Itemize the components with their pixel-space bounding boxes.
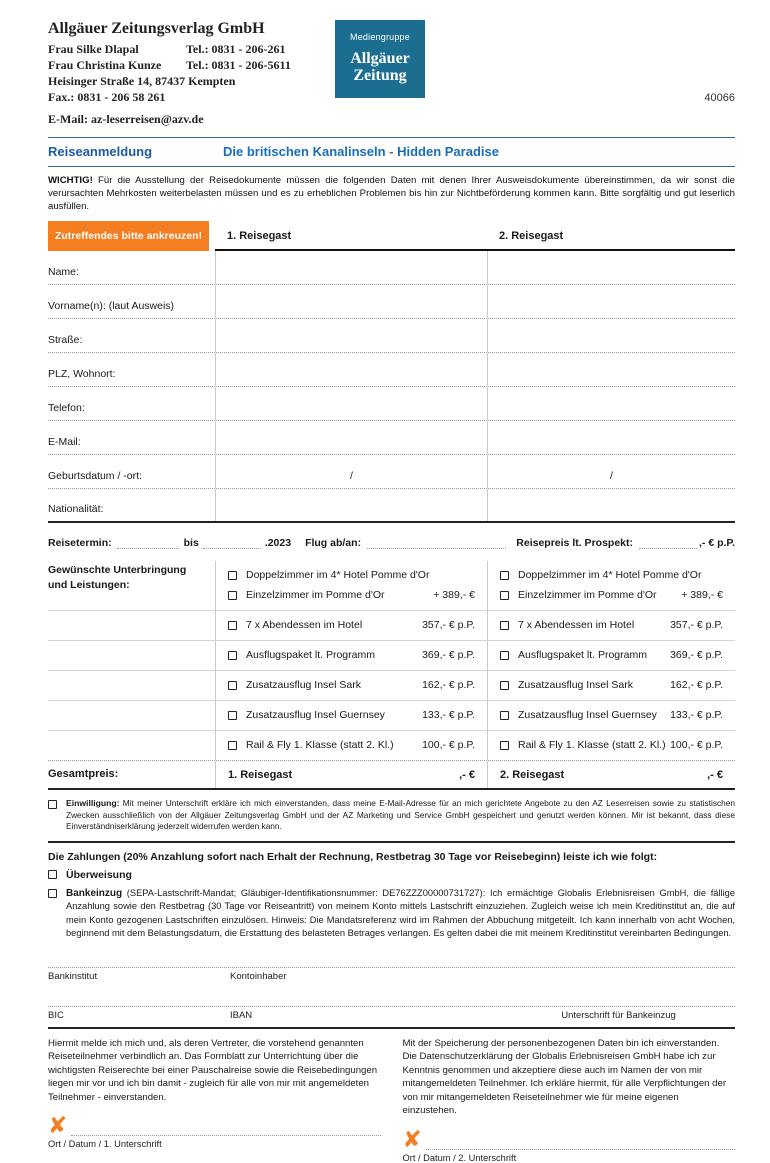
guest-table-header [48,221,735,251]
bic-label[interactable]: BIC [48,1009,64,1021]
option-price: 100,- € p.P. [670,739,723,751]
options-cell-guest1 [215,610,487,640]
options-section-label [48,561,215,610]
option-price: 100,- € p.P. [422,739,475,751]
strasse-field-guest1[interactable] [215,319,487,352]
bankinstitut-label[interactable]: Bankinstitut [48,970,98,982]
email-consent-row [48,798,735,843]
options-label-spacer [48,610,215,640]
notice-text: Für die Ausstellung der Reisedokumente müssen die folgenden Daten mit denen Ihrer Ausweisdokumente übereinstimmen, da wir sonst die verursachten Mehrkosten weiterbelasten müssen und es zu erheblichen Problemen bis hin zur Nichtbeförderung kommen kann. Bitte sorgfältig und gut leserlich ausfüllen. [48,175,735,212]
telefon-field-guest2[interactable] [487,387,735,420]
reisetermin-from-field[interactable] [117,537,179,549]
signature-line-row-2 [402,1126,736,1153]
option-label: Einzelzimmer im Pomme d'Or [246,589,385,601]
total-label: Gesamtpreis: [48,768,119,780]
option-abendessen-guest1[interactable] [228,615,475,635]
bankeinzug-bold: Bankeinzug [66,887,123,899]
checkbox-icon[interactable] [228,621,237,630]
notice-bold: WICHTIG! [48,175,93,186]
option-label: Zusatzausflug Insel Guernsey [518,709,657,721]
row-label: PLZ, Wohnort: [48,368,116,380]
option-label: Zusatzausflug Insel Guernsey [246,709,385,721]
unterschrift-bankeinzug-label[interactable]: Unterschrift für Bankeinzug [561,1009,676,1021]
row-label: Vorname(n): (laut Ausweis) [48,300,175,312]
important-notice [48,174,735,213]
checkbox-icon[interactable] [500,741,509,750]
name-field-guest1[interactable] [215,251,487,284]
row-label: E-Mail: [48,436,81,448]
options-cell-guest2 [487,700,735,730]
plz-wohnort-field-guest2[interactable] [487,353,735,386]
vorname-field-guest2[interactable] [487,285,735,318]
logo-mediengruppe-text: Mediengruppe [350,32,410,42]
bis-label: bis [183,537,199,549]
option-label: 7 x Abendessen im Hotel [246,619,363,631]
options-cell-guest2 [487,561,735,610]
total-cell-guest2 [487,761,735,788]
option-einzelzimmer-guest2[interactable] [500,585,723,605]
option-label: Ausflugspaket lt. Programm [518,649,647,661]
options-cell-guest1 [215,670,487,700]
contact-phone: Tel.: 0831 - 206-5611 [186,58,291,72]
ueberweisung-checkbox-icon[interactable] [48,870,57,879]
table-row [48,353,735,387]
option-price: 357,- € p.P. [422,619,475,631]
consent-body: Mit meiner Unterschrift erkläre ich mich einverstanden, dass meine E-Mail-Adresse für an mich gerichtete Angebote zu den AZ Leserreisen sowie zu statistischen Zwecken ausschließlich von der Allgäuer Zeitungsverlag GmbH und der AZ Marketing und Service GmbH gespeichert und genutzt werden können. Mir ist bekannt, dass diese Einverständniserklärung jederzeit widerrufen werden kann. [66,798,735,831]
options-label-spacer [48,640,215,670]
reisetermin-to-field[interactable] [203,537,261,549]
signature-label-2: Ort / Datum / 2. Unterschrift [402,1152,517,1163]
table-row [48,455,735,489]
checkbox-icon[interactable] [500,571,509,580]
option-label: Doppelzimmer im 4* Hotel Pomme d'Or [246,569,430,581]
signature-line-row-1 [48,1113,381,1139]
logo-line1: Allgäuer [350,50,410,67]
options-row-sark [48,670,735,700]
x-mark-icon: ✘ [48,1113,68,1139]
payment-option-bankeinzug [48,887,735,941]
option-label: Rail & Fly 1. Klasse (statt 2. Kl.) [518,739,666,751]
total-cell-guest1 [215,761,487,788]
option-label: 7 x Abendessen im Hotel [518,619,635,631]
bankeinzug-checkbox-icon[interactable] [48,889,57,898]
total-guest2-value[interactable]: ,- € [707,768,723,781]
row-label: Telefon: [48,402,85,414]
flug-field[interactable] [367,537,506,549]
options-cell-guest2 [487,730,735,760]
option-abendessen-guest2[interactable] [500,615,723,635]
iban-label[interactable]: IBAN [230,1009,253,1021]
column-header-guest1: 1. Reisegast [215,221,487,251]
contact-line-2 [48,57,291,73]
row-label: Geburtsdatum / -ort: [48,470,142,482]
options-label-line2: und Leistungen: [48,579,130,591]
vorname-field-guest1[interactable] [215,285,487,318]
option-price: 369,- € p.P. [422,649,475,661]
signature-declaration-2: Mit der Speicherung der personenbezogenen Daten bin ich einverstanden. Die Datenschutzerklärung der Globalis Erlebnisreisen GmbH habe ich zur Kenntnis genommen und akzeptiere diese auch im Namen der von mir mitangemeldeten Teilnehmer. Ich erkläre hiermit, für alle Verpflichtungen der von mir mitangemeldeten Reiseteilnehmer wie für meine eigenen einzustehen. [402,1037,727,1116]
company-name: Allgäuer Zeitungsverlag GmbH [48,20,265,37]
title-band [48,137,735,167]
table-row [48,319,735,353]
contact-name: Frau Silke Dlapal [48,42,139,56]
option-price: 133,- € p.P. [422,709,475,721]
form-number: 40066 [704,92,735,104]
payment-option-ueberweisung[interactable] [48,869,735,881]
trip-title: Die britischen Kanalinseln - Hidden Paradise [223,144,499,159]
checkbox-icon[interactable] [500,681,509,690]
bankeinzug-body: (SEPA-Lastschrift-Mandat; Gläubiger-Identifikationsnummer: DE76ZZZ00000731727): Ich ermächtige Globalis Erlebnisreisen GmbH, die fällige Anzahlung sowie den Restbetrag (30 Tage vor Reiseantritt) von meinem Konto mittels Lastschrift einzuziehen. Zugleich weise ich mein Kreditinstitut an, die auf mein Konto gezogenen Lastschriften einzulösen. Hinweis: Die Mandatsreferenz wird im Rahmen der Abbuchung mitgeteilt. Ich kann innerhalb von acht Wochen, beginnend mit dem Belastungsdatum, die Erstattung des belasteten Betrages verlangen. Es gelten dabei die mit meinem Kreditinstitut vereinbarten Bedingungen. [66,887,735,938]
options-label-line1: Gewünschte Unterbringung [48,564,187,576]
options-row-excursion-package [48,640,735,670]
option-label: Rail & Fly 1. Klasse (statt 2. Kl.) [246,739,394,751]
option-price: 162,- € p.P. [670,679,723,691]
signature-field-2[interactable] [426,1146,735,1150]
consent-text [66,798,735,833]
flug-label: Flug ab/an: [305,537,362,549]
payment-heading: Die Zahlungen (20% Anzahlung sofort nach Erhalt der Rechnung, Restbetrag 30 Tage vor Reisebeginn) leiste ich wie folgt: [48,850,658,863]
checkbox-icon[interactable] [228,681,237,690]
option-doppelzimmer-guest2[interactable] [500,565,723,585]
option-railfly-guest2[interactable] [500,735,723,755]
option-guernsey-guest2[interactable] [500,705,723,725]
signature-section [48,1037,735,1163]
contact-line-1 [48,41,291,57]
options-row-rooms [48,561,735,610]
option-einzelzimmer-guest1[interactable] [228,585,475,605]
company-info-block [48,20,291,127]
option-label: Ausflugspaket lt. Programm [246,649,375,661]
name-field-guest2[interactable] [487,251,735,284]
options-cell-guest2 [487,640,735,670]
option-price: 369,- € p.P. [670,649,723,661]
row-label: Name: [48,266,79,278]
row-label: Nationalität: [48,503,104,515]
options-row-guernsey [48,700,735,730]
signature-column-2 [403,1037,736,1163]
total-price-row [48,760,735,790]
options-row-dinner [48,610,735,640]
option-price: + 389,- € [681,589,723,601]
strasse-field-guest2[interactable] [487,319,735,352]
x-mark-icon: ✘ [402,1126,422,1153]
trip-details-row [48,537,735,549]
checkbox-icon[interactable] [228,571,237,580]
checkbox-instruction-banner: Zutreffendes bitte ankreuzen! [48,221,209,251]
signature-field-1[interactable] [71,1132,380,1136]
consent-checkbox-icon[interactable] [48,800,57,809]
signature-label-1: Ort / Datum / 1. Unterschrift [48,1139,162,1149]
total-guest1-value[interactable]: ,- € [459,768,475,781]
company-address: Heisinger Straße 14, 87437 Kempten [48,74,236,88]
plz-wohnort-field-guest1[interactable] [215,353,487,386]
contact-name: Frau Christina Kunze [48,58,162,72]
options-label-spacer [48,730,215,760]
reisetermin-label: Reisetermin: [48,537,112,549]
options-cell-guest2 [487,670,735,700]
options-row-railfly [48,730,735,760]
checkbox-icon[interactable] [228,711,237,720]
option-price: 133,- € p.P. [670,709,723,721]
geburtsdatum-field-guest1[interactable]: / [215,455,487,488]
geburtsdatum-field-guest2[interactable]: / [487,455,735,488]
option-label: Zusatzausflug Insel Sark [518,679,633,691]
telefon-field-guest1[interactable] [215,387,487,420]
options-cell-guest1 [215,700,487,730]
option-ausflugspaket-guest1[interactable] [228,645,475,665]
option-price: 162,- € p.P. [422,679,475,691]
reisepreis-field[interactable] [639,537,697,549]
table-row [48,489,735,523]
consent-bold: Einwilligung: [66,798,120,808]
option-sark-guest2[interactable] [500,675,723,695]
options-cell-guest2 [487,610,735,640]
year-label: .2023 [264,537,292,549]
options-table [48,561,735,790]
checkbox-icon[interactable] [228,651,237,660]
total-guest2-label: 2. Reisegast [500,768,565,781]
contact-phone: Tel.: 0831 - 206-261 [186,42,286,56]
checkbox-icon[interactable] [500,711,509,720]
table-row [48,421,735,455]
table-row [48,285,735,319]
ueberweisung-label: Überweisung [66,868,132,881]
checkbox-icon[interactable] [500,651,509,660]
option-railfly-guest1[interactable] [228,735,475,755]
nationalitaet-field-guest2[interactable] [487,489,735,521]
nationalitaet-field-guest1[interactable] [215,489,487,521]
table-row [48,387,735,421]
logo-line2: Zeitung [353,67,407,84]
bank-fields-row1 [48,967,735,982]
checkbox-icon[interactable] [228,741,237,750]
options-cell-guest1 [215,730,487,760]
options-cell-guest1 [215,640,487,670]
kontoinhaber-label[interactable]: Kontoinhaber [230,970,287,982]
options-cell-guest1 [215,561,487,610]
form-type-title: Reiseanmeldung [48,144,153,159]
checkbox-icon[interactable] [228,591,237,600]
page-header [48,20,735,127]
options-label-spacer [48,670,215,700]
option-label: Zusatzausflug Insel Sark [246,679,361,691]
email-field-guest1[interactable] [215,421,487,454]
option-sark-guest1[interactable] [228,675,475,695]
option-price: 357,- € p.P. [670,619,723,631]
row-label: Straße: [48,334,83,346]
company-email: E-Mail: az-leserreisen@azv.de [48,112,204,126]
total-guest1-label: 1. Reisegast [228,768,293,781]
option-doppelzimmer-guest1[interactable] [228,565,475,585]
option-label: Einzelzimmer im Pomme d'Or [518,589,657,601]
bank-fields-row2 [48,1006,735,1029]
option-guernsey-guest1[interactable] [228,705,475,725]
checkbox-icon[interactable] [500,591,509,600]
email-field-guest2[interactable] [487,421,735,454]
options-label-spacer [48,700,215,730]
guest-data-table [48,221,735,523]
signature-declaration-1: Hiermit melde ich mich und, als deren Vertreter, die vorstehend genannten Reiseteilnehmer verbindlich an. Das Formblatt zur Unterrichtung über die wichtigsten Reiserechte bei einer Pauschalreise sowie die Reisebedingungen liegen mir vor und ich bin damit - zugleich für alle von mir mit angemeldeten Teilnehmer - einverstanden. [48,1037,378,1103]
option-price: + 389,- € [433,589,475,601]
signature-column-1 [48,1037,381,1163]
column-header-guest2: 2. Reisegast [487,221,735,251]
option-label: Doppelzimmer im 4* Hotel Pomme d'Or [518,569,702,581]
price-suffix: ,- € p.P. [699,537,735,549]
bankeinzug-text [66,887,735,941]
option-ausflugspaket-guest2[interactable] [500,645,723,665]
allgaeuer-zeitung-logo [335,20,425,98]
company-fax: Fax.: 0831 - 206 58 261 [48,90,166,104]
reisepreis-label: Reisepreis lt. Prospekt: [516,537,633,549]
checkbox-icon[interactable] [500,621,509,630]
table-row [48,251,735,285]
